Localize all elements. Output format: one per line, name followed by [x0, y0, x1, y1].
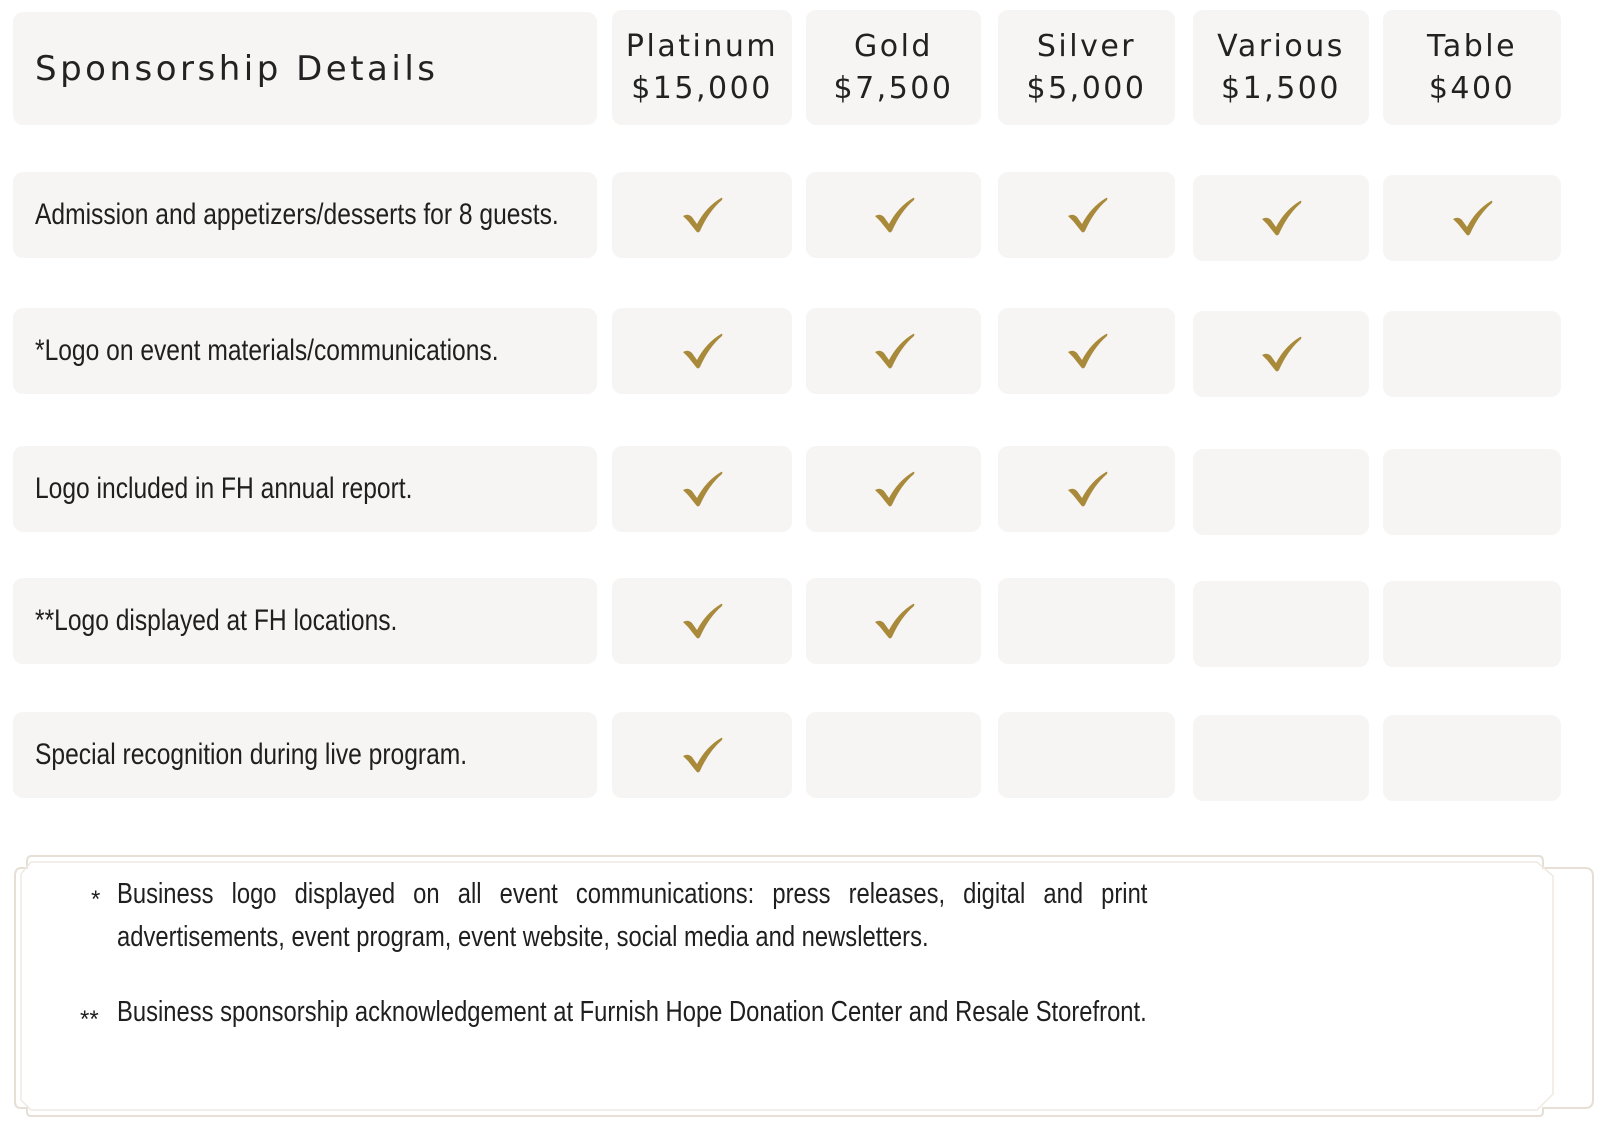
tier-name: Table: [1426, 28, 1518, 64]
benefit-label: *Logo on event materials/communications.: [35, 334, 499, 367]
benefit-cell-table: [1383, 449, 1561, 535]
checkmark-icon: [872, 469, 916, 509]
checkmark-icon: [1065, 195, 1109, 235]
benefit-label: Logo included in FH annual report.: [35, 472, 413, 505]
benefit-cell-silver: [998, 446, 1175, 532]
benefit-cell-various: [1193, 449, 1369, 535]
tier-price: $5,000: [1026, 70, 1147, 106]
benefit-cell-platinum: [612, 578, 792, 664]
benefit-cell-table: [1383, 581, 1561, 667]
tier-price: $15,000: [631, 70, 773, 106]
benefit-cell-gold: [806, 308, 981, 394]
benefit-cell-gold: [806, 446, 981, 532]
checkmark-icon: [680, 331, 724, 371]
benefit-cell-platinum: [612, 446, 792, 532]
benefit-cell-table: [1383, 175, 1561, 261]
tier-header-2: [998, 10, 1175, 125]
checkmark-icon: [680, 735, 724, 775]
checkmark-icon: [1065, 331, 1109, 371]
benefit-cell-table: [1383, 311, 1561, 397]
checkmark-icon: [1259, 198, 1303, 238]
benefit-label-cell: [13, 712, 597, 798]
checkmark-icon: [872, 601, 916, 641]
benefit-cell-gold: [806, 172, 981, 258]
tier-header-4: [1383, 10, 1561, 125]
benefit-label-cell: [13, 308, 597, 394]
tier-name: Silver: [1036, 28, 1137, 64]
benefit-cell-platinum: [612, 308, 792, 394]
footnote-2-marker: **: [80, 1006, 99, 1033]
benefit-cell-various: [1193, 715, 1369, 801]
footnote-2-text: Business sponsorship acknowledgement at Furnish Hope Donation Center and Resale Storefront.: [117, 996, 1147, 1028]
benefit-cell-silver: [998, 308, 1175, 394]
benefit-cell-platinum: [612, 712, 792, 798]
tier-header-0: [612, 10, 792, 125]
checkmark-icon: [1065, 469, 1109, 509]
checkmark-icon: [1259, 334, 1303, 374]
benefit-cell-silver: [998, 172, 1175, 258]
tier-header-1: [806, 10, 981, 125]
table-title-cell: [13, 12, 597, 125]
benefit-cell-gold: [806, 578, 981, 664]
tier-price: $1,500: [1221, 70, 1341, 106]
tier-name: Various: [1217, 28, 1345, 64]
benefit-label: Special recognition during live program.: [35, 738, 468, 771]
benefit-cell-various: [1193, 311, 1369, 397]
footnote-1-marker: *: [91, 886, 101, 913]
tier-header-3: [1193, 10, 1369, 125]
tier-name: Platinum: [625, 28, 779, 64]
benefit-cell-gold: [806, 712, 981, 798]
benefit-label-cell: [13, 172, 597, 258]
benefit-cell-table: [1383, 715, 1561, 801]
benefit-cell-silver: [998, 712, 1175, 798]
benefit-label: Admission and appetizers/desserts for 8 guests.: [35, 198, 559, 231]
checkmark-icon: [872, 331, 916, 371]
tier-price: $7,500: [833, 70, 954, 106]
benefit-label-cell: [13, 578, 597, 664]
table-title: Sponsorship Details: [35, 48, 439, 89]
benefit-cell-platinum: [612, 172, 792, 258]
benefit-label-cell: [13, 446, 597, 532]
checkmark-icon: [872, 195, 916, 235]
checkmark-icon: [680, 469, 724, 509]
checkmark-icon: [680, 195, 724, 235]
checkmark-icon: [680, 601, 724, 641]
footnotes-box: [13, 854, 1599, 1118]
benefit-cell-various: [1193, 581, 1369, 667]
footnote-1-line-1: Business logo displayed on all event communications: press releases, digital and print: [117, 878, 1148, 910]
footnote-1-line-2: advertisements, event program, event website, social media and newsletters.: [117, 921, 929, 953]
tier-name: Gold: [854, 28, 933, 64]
benefit-label: **Logo displayed at FH locations.: [35, 604, 398, 637]
benefit-cell-various: [1193, 175, 1369, 261]
benefit-cell-silver: [998, 578, 1175, 664]
checkmark-icon: [1450, 198, 1494, 238]
tier-price: $400: [1428, 70, 1516, 106]
